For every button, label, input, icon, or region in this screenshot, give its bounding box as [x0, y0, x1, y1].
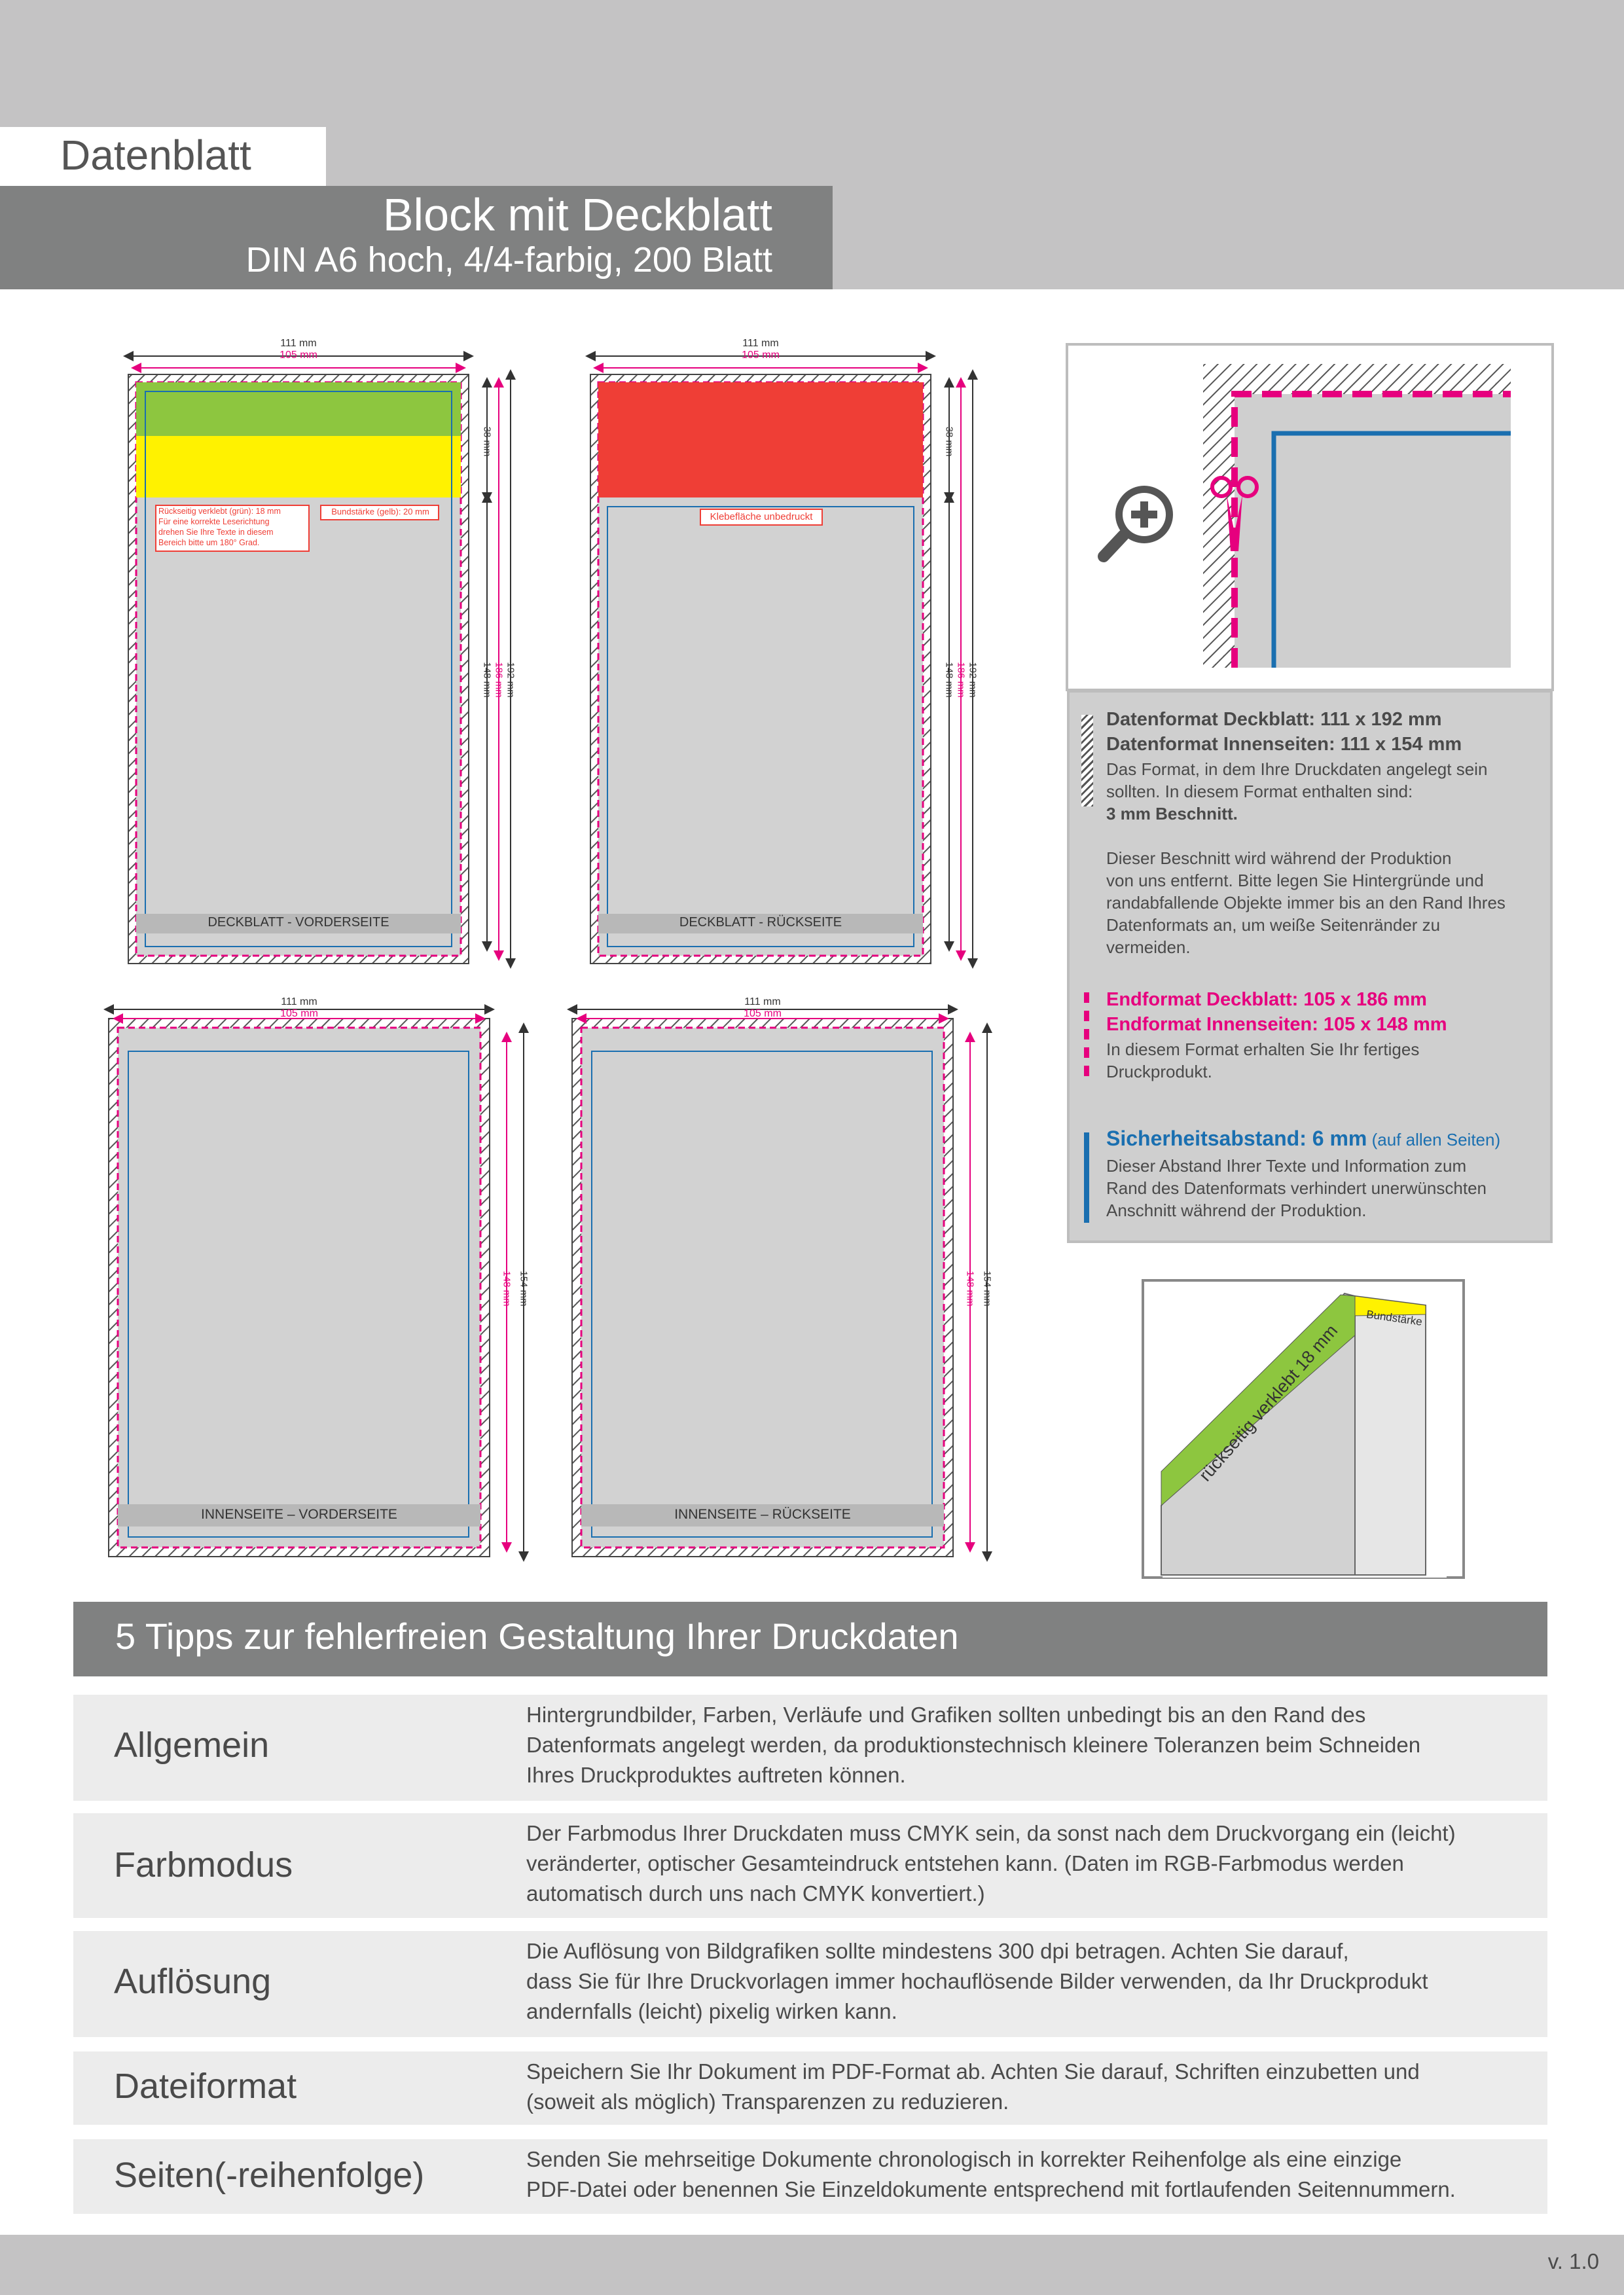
cover-front-label: DECKBLATT - VORDERSEITE [208, 915, 389, 930]
safety-title-line [1106, 1127, 1500, 1151]
spine-label: Bundstärke [1365, 1308, 1423, 1328]
cover-front-height-end: 186 mm [493, 662, 505, 698]
cover-back-diagram [590, 356, 973, 964]
inner-front-label: INNENSEITE – VORDERSEITE [201, 1507, 397, 1522]
tip-file-format [73, 2051, 1547, 2125]
endformat-legend-icon [1084, 992, 1089, 1077]
hatch-legend-icon [1081, 715, 1093, 806]
cover-front-width-inner: 105 mm [280, 350, 317, 361]
cover-back-height-end: 186 mm [955, 662, 967, 698]
tip-label: Allgemein [114, 1726, 270, 1765]
bleed-desc-line: Dieser Beschnitt wird während der Produktion [1106, 848, 1452, 868]
glue-back-note: Klebefläche unbedruckt [710, 511, 813, 522]
tip-text: Die Auflösung von Bildgrafiken sollte mindestens 300 dpi betragen. Achten Sie darauf, dass Sie für Ihre Druckvorlagen immer hochauflösende Bilder verwenden, da Ihr Druckprodukt andernfalls (leicht) pixelig wirken kann. [526, 1939, 1428, 2023]
inner-back-height-end: 148 mm [964, 1271, 976, 1307]
inner-front-width-inner: 105 mm [280, 1008, 318, 1019]
tag-label: Datenblatt [60, 132, 251, 179]
glued-label: rückseitig verklebt 18 mm [1195, 1320, 1342, 1485]
tips-title: 5 Tipps zur fehlerfreien Gestaltung Ihrer Druckdaten [115, 1616, 959, 1657]
tip-page-order [73, 2139, 1547, 2214]
cover-front-top-band: 38 mm [481, 426, 493, 457]
safety-desc-line: Dieser Abstand Ihrer Texte und Information zum [1106, 1156, 1467, 1176]
cover-back-top-band: 38 mm [943, 426, 955, 457]
cover-front-diagram [128, 356, 511, 964]
data-desc-line: 3 mm Beschnitt. [1106, 804, 1238, 823]
bleed-desc-line: randabfallende Objekte immer bis an den Rand Ihres [1106, 893, 1506, 913]
safety-suffix: (auf allen Seiten) [1371, 1130, 1501, 1149]
cover-back-label: DECKBLATT - RÜCKSEITE [679, 915, 842, 930]
tip-resolution [73, 1931, 1547, 2037]
cover-front-width-outer: 111 mm [280, 338, 317, 349]
cover-front-height-outer: 192 mm [505, 662, 516, 698]
safety-legend-icon [1084, 1132, 1089, 1223]
unprinted-glue-area [598, 382, 923, 497]
data-desc-line: Das Format, in dem Ihre Druckdaten angelegt sein [1106, 759, 1488, 779]
tips-header [73, 1602, 1547, 1676]
inner-front-width-outer: 111 mm [281, 996, 317, 1007]
inner-back-height-outer: 154 mm [981, 1271, 993, 1307]
cover-back-height-inner: 148 mm [943, 662, 955, 698]
bleed-desc-line: Datenformats an, um weiße Seitenränder zu [1106, 915, 1441, 935]
version-label: v. 1.0 [1547, 2249, 1599, 2273]
data-format-inner: Datenformat Innenseiten: 111 x 154 mm [1106, 734, 1462, 755]
bleed-desc-line: von uns entfernt. Bitte legen Sie Hintergründe und [1106, 871, 1484, 890]
tip-label: Seiten(-reihenfolge) [114, 2156, 425, 2195]
footer-band [0, 2235, 1624, 2295]
tip-color-mode [73, 1813, 1547, 1918]
data-format-cover: Datenformat Deckblatt: 111 x 192 mm [1106, 709, 1442, 730]
inner-front-height-outer: 154 mm [518, 1271, 530, 1307]
page-subtitle: DIN A6 hoch, 4/4-farbig, 200 Blatt [245, 240, 772, 280]
inner-front-diagram [109, 1009, 524, 1557]
safety-title: Sicherheitsabstand: 6 mm [1106, 1127, 1367, 1150]
data-desc-line: sollten. In diesem Format enthalten sind: [1106, 782, 1413, 801]
legend-panel [1067, 690, 1553, 1243]
end-desc-line: In diesem Format erhalten Sie Ihr fertiges [1106, 1039, 1420, 1059]
glue-area [136, 382, 461, 436]
tip-label: Dateiformat [114, 2067, 297, 2106]
inner-back-width-inner: 105 mm [744, 1008, 782, 1019]
tip-label: Farbmodus [114, 1845, 293, 1885]
tip-text: Speichern Sie Ihr Dokument im PDF-Format ab. Achten Sie darauf, Schriften einzubetten und (soweit als möglich) Transparenzen zu reduzieren. [526, 2059, 1420, 2114]
spine-area [136, 436, 461, 497]
zoom-detail [1067, 344, 1553, 690]
inner-back-diagram [572, 1009, 987, 1557]
inner-front-height-end: 148 mm [501, 1271, 513, 1307]
safety-desc-line: Anschnitt während der Produktion. [1106, 1201, 1367, 1220]
tip-text: Hintergrundbilder, Farben, Verläufe und Grafiken sollten unbedingt bis an den Rand des Datenformats angelegt werden, da produktionstechnisch kleinere Toleranzen beim Schneiden Ihres Druckproduktes auftreten können. [526, 1703, 1421, 1787]
tip-general [73, 1695, 1547, 1801]
end-format-inner: Endformat Innenseiten: 105 x 148 mm [1106, 1014, 1447, 1035]
spine-note: Bundstärke (gelb): 20 mm [331, 507, 429, 516]
tip-text: Der Farbmodus Ihrer Druckdaten muss CMYK sein, da sonst nach dem Druckvorgang ein (leicht) veränderter, optischer Gesamteindruck entstehen kann. (Daten im RGB-Farbmodus werden automatisch durch uns nach CMYK konvertiert.) [526, 1821, 1456, 1906]
inner-back-label: INNENSEITE – RÜCKSEITE [674, 1507, 851, 1522]
cover-back-height-outer: 192 mm [967, 662, 979, 698]
cover-front-height-inner: 148 mm [481, 662, 493, 698]
end-format-cover: Endformat Deckblatt: 105 x 186 mm [1106, 989, 1427, 1010]
glue-note: Rückseitig verklebt (grün): 18 mm Für eine korrekte Leserichtung drehen Sie Ihre Texte in diesem Bereich bitte um 180° Grad. [158, 507, 281, 547]
page-title: Block mit Deckblatt [382, 189, 772, 240]
safety-desc-line: Rand des Datenformats verhindert unerwünschten [1106, 1178, 1487, 1198]
cover-back-width-inner: 105 mm [742, 350, 780, 361]
tip-label: Auflösung [114, 1962, 272, 2001]
end-desc-line: Druckprodukt. [1106, 1062, 1212, 1081]
bleed-desc-line: vermeiden. [1106, 937, 1191, 957]
tip-text: Senden Sie mehrseitige Dokumente chronologisch in korrekter Reihenfolge als eine einzige PDF-Datei oder benennen Sie Einzeldokumente entsprechend mit fortlaufenden Seitennummern. [526, 2147, 1456, 2201]
inner-back-width-outer: 111 mm [744, 996, 781, 1007]
cover-back-width-outer: 111 mm [742, 338, 779, 349]
